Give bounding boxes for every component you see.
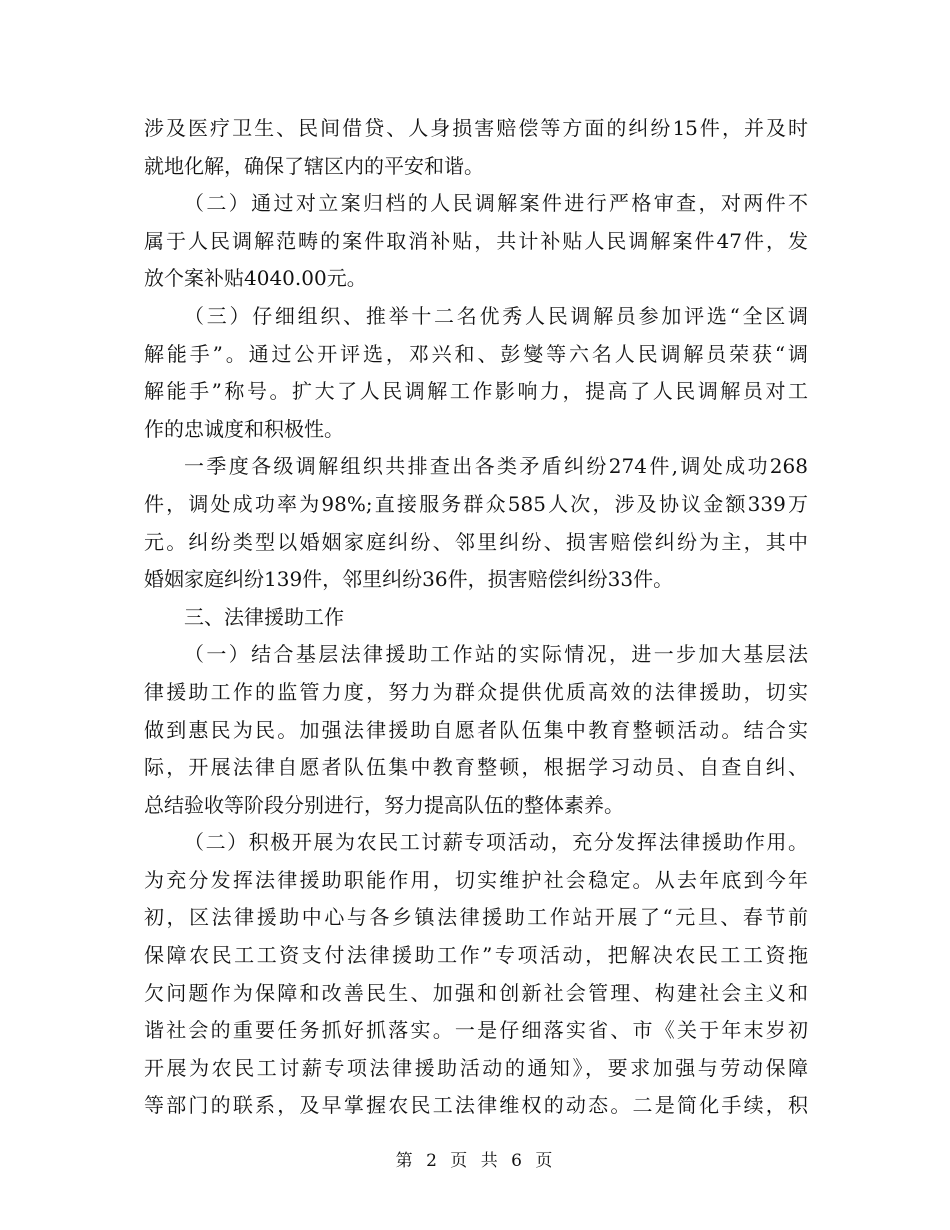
paragraph-start-line: 一季度各级调解组织共排查出各类矛盾纠纷274件,调处成功268 xyxy=(184,454,808,479)
body-line: 律援助工作的监管力度，努力为群众提供优质高效的法律援助，切实 xyxy=(144,679,808,704)
body-line: 解能手”。通过公开评选，邓兴和、彭燮等六名人民调解员荣获“调 xyxy=(144,341,808,366)
body-line: 件，调处成功率为98%;直接服务群众585人次，涉及协议金额339万 xyxy=(144,491,808,516)
body-line: 婚姻家庭纠纷139件，邻里纠纷36件，损害赔偿纠纷33件。 xyxy=(144,567,674,592)
body-line: 初，区法律援助中心与各乡镇法律援助工作站开展了“元旦、春节前 xyxy=(144,905,808,930)
section-heading: 三、法律援助工作 xyxy=(184,604,344,629)
paragraph-start-line: （二）积极开展为农民工讨薪专项活动，充分发挥法律援助作用。 xyxy=(184,830,808,855)
paragraph-start-line: （三）仔细组织、推举十二名优秀人民调解员参加评选“全区调 xyxy=(184,303,808,328)
body-line: 保障农民工工资支付法律援助工作”专项活动，把解决农民工工资拖 xyxy=(144,943,808,968)
paragraph-start-line: （二）通过对立案归档的人民调解案件进行严格审查，对两件不 xyxy=(184,191,808,216)
body-line: 作的忠诚度和积极性。 xyxy=(144,416,344,441)
document-body xyxy=(144,110,808,1125)
body-line: 放个案补贴4040.00元。 xyxy=(144,266,367,291)
body-line: 欠问题作为保障和改善民生、加强和创新社会管理、构建社会主义和 xyxy=(144,980,808,1005)
body-line: 做到惠民为民。加强法律援助自愿者队伍集中教育整顿活动。结合实 xyxy=(144,717,808,742)
body-line: 总结验收等阶段分别进行，努力提高队伍的整体素养。 xyxy=(144,792,624,817)
body-line: 等部门的联系，及早掌握农民工法律维权的动态。二是简化手续，积 xyxy=(144,1093,808,1118)
body-line: 解能手”称号。扩大了人民调解工作影响力，提高了人民调解员对工 xyxy=(144,379,808,404)
page-number-footer: 第 2 页 共 6 页 xyxy=(395,1151,555,1171)
body-line: 元。纠纷类型以婚姻家庭纠纷、邻里纠纷、损害赔偿纠纷为主，其中 xyxy=(144,529,808,554)
paragraph-start-line: （一）结合基层法律援助工作站的实际情况，进一步加大基层法 xyxy=(184,642,808,667)
body-line: 属于人民调解范畴的案件取消补贴，共计补贴人民调解案件47件，发 xyxy=(144,228,808,253)
body-line: 涉及医疗卫生、民间借贷、人身损害赔偿等方面的纠纷15件，并及时 xyxy=(144,116,808,140)
body-line: 开展为农民工讨薪专项法律援助活动的通知》，要求加强与劳动保障 xyxy=(144,1055,808,1080)
body-line: 为充分发挥法律援助职能作用，切实维护社会稳定。从去年底到今年 xyxy=(144,867,808,892)
body-line: 际，开展法律自愿者队伍集中教育整顿，根据学习动员、自查自纠、 xyxy=(144,755,808,780)
body-line: 谐社会的重要任务抓好抓落实。一是仔细落实省、市《关于年末岁初 xyxy=(144,1018,808,1043)
body-line: 就地化解，确保了辖区内的平安和谐。 xyxy=(144,153,484,178)
